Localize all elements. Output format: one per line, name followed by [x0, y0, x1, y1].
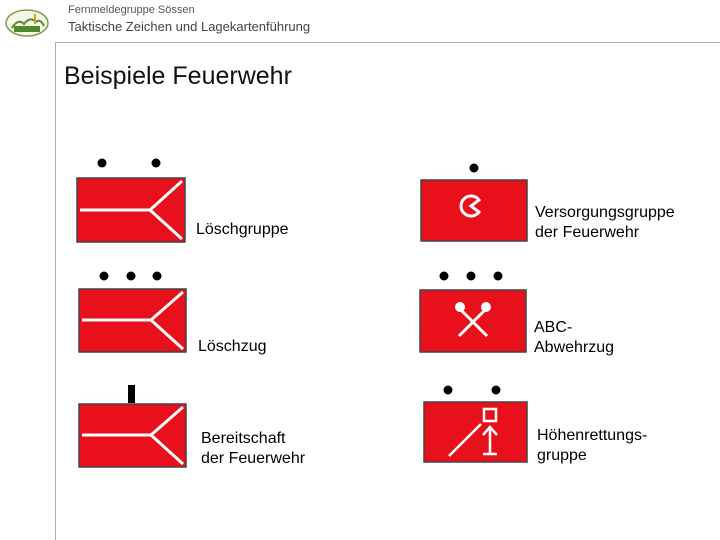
abc-abwehrzug-label-line-2: Abwehrzug [534, 339, 615, 356]
side-divider [55, 42, 56, 540]
bereitschaft-label-line-2: der Feuerwehr [201, 450, 306, 467]
versorgungsgruppe-label-line-1: Versorgungsgruppe [535, 204, 675, 221]
abc-abwehrzug-label-line-1: ABC- [534, 319, 573, 336]
page-subtitle: Taktische Zeichen und Lagekartenführung [68, 19, 311, 34]
bereitschaft-label [201, 429, 305, 469]
hoehenrettungsgruppe-label-line-1: Höhenrettungs- [537, 427, 648, 444]
loeschzug-label: Löschzug [198, 338, 267, 355]
loeschgruppe-label: Löschgruppe [196, 221, 289, 238]
org-name: Fernmeldegruppe Sössen [68, 4, 195, 16]
header-divider [55, 42, 720, 43]
versorgungsgruppe-icon [419, 158, 531, 246]
versorgungsgruppe-label [535, 203, 675, 243]
page-title: Beispiele Feuerwehr [64, 62, 292, 90]
abc-abwehrzug-label [534, 318, 614, 358]
ffw-logo-icon [4, 8, 50, 38]
bereitschaft-icon [77, 382, 189, 470]
loeschgruppe-icon [76, 154, 188, 246]
bereitschaft-label-line-1: Bereitschaft [201, 430, 286, 447]
hoehenrettungsgruppe-label [537, 426, 647, 466]
versorgungsgruppe-label-line-2: der Feuerwehr [535, 224, 640, 241]
abc-abwehrzug-icon [419, 265, 531, 357]
hoehenrettungsgruppe-label-line-2: gruppe [537, 447, 587, 464]
loeschzug-icon [77, 265, 189, 357]
hoehenrettungsgruppe-icon [421, 380, 531, 464]
